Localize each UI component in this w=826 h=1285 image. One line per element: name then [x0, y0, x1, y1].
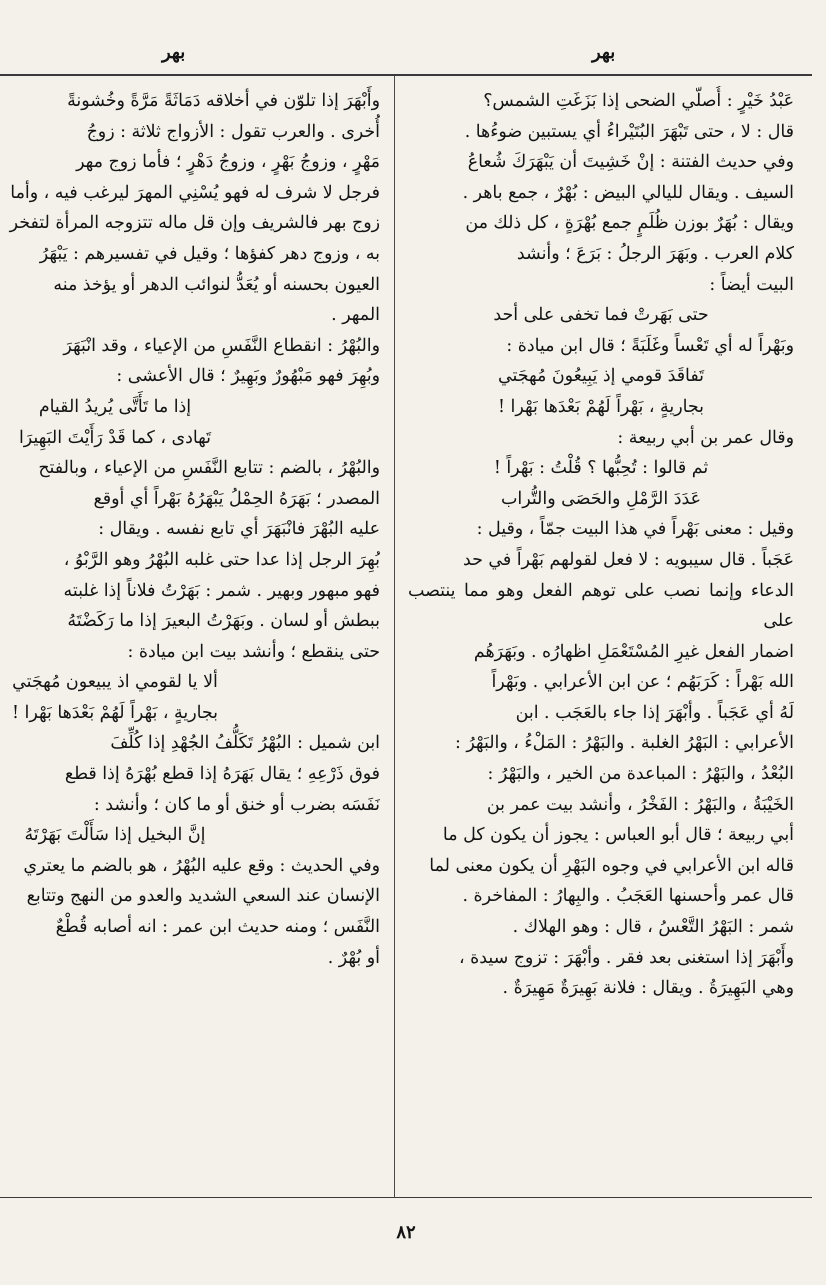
text-line: أُخرى . والعرب تقول : الأزواج ثلاثة : زوجُ	[86, 121, 380, 142]
right-text-column	[408, 86, 794, 1186]
text-line: قال : لا ، حتى تَبْهَرَ البُتَيْراءُ أي يستبين ضوءُها .	[464, 121, 794, 142]
text-line: وأَبْهَرَ إذا استغنى بعد فقر . وأبْهَرَ : تزوج سيدة ،	[458, 947, 794, 968]
verse-line: بجاريةٍ ، بَهْراً لَهُمْ بَعْدَها بَهْرا !	[12, 702, 218, 723]
verse-line: ثم قالوا : تُحِبُّها ؟ قُلْتُ : بَهْراً !	[493, 458, 709, 479]
text-line: البُعْدُ ، والبَهْرُ : المباعدة من الخير ، والبَهْرُ :	[487, 764, 794, 785]
text-line: والبُهْرُ ، بالضم : تتابع النَّفَسِ من الإعياء ، وبالفتح	[38, 458, 380, 479]
text-line: عليه البُهْرَ فانْبَهَرَ أي تابع نفسه . ويقال :	[98, 519, 380, 540]
text-line: الدعاء وإنما نصب على توهم الفعل وهو مما ينتصب على	[408, 580, 794, 632]
running-header-right: بهر	[592, 42, 616, 63]
verse-line: ألا يا لقومي اذ يبيعون مُهجَتي	[12, 672, 218, 693]
verse-line: تَفاقَدَ قومي إذ يَبِيعُونَ مُهجَتي	[498, 366, 704, 387]
text-line: بُهِرَ الرجل إذا عدا حتى غلبه البُهْرُ وهو الرَّبْوُ ،	[63, 549, 380, 570]
text-line: به ، وزوج دهر كفؤها ؛ وقيل في تفسيرهم : يَبْهَرُ	[39, 243, 380, 264]
text-line: البيت أيضاً :	[709, 274, 794, 295]
text-line: عَجَباً . قال سيبويه : لا فعل لقولهم بَهْراً في حد	[462, 549, 794, 570]
text-line: الخَيْبَةُ ، والبَهْرُ : الفَخْرُ ، وأنشد بيت عمر بن	[486, 794, 794, 815]
text-line: وقال عمر بن أبي ربيعة :	[617, 427, 794, 448]
text-line: أو بُهْرٌ .	[327, 947, 380, 968]
text-line: مَهْرٍ ، وزوجُ بَهْرٍ ، وزوجُ دَهْرٍ ؛ فأما زوج مهر	[76, 152, 380, 173]
text-line: حتى ينقطع ؛ وأنشد بيت ابن ميادة :	[127, 641, 380, 662]
text-line: الله بَهْراً : كَرَبَهُم ؛ عن ابن الأعرابي . وبَهْراً	[491, 672, 794, 693]
column-divider	[394, 76, 395, 1197]
text-line: قاله ابن الأعرابي في وجوه البَهْرِ أن يكون معنى لما	[429, 855, 794, 876]
text-line: ويقال : بُهَرٌ بوزن ظُلَمٍ جمع بُهْرَةٍ ، كل ذلك من	[465, 213, 794, 234]
page-number: ٨٢	[396, 1222, 416, 1243]
text-line: قال عمر وأحسنها العَجَبُ . والبِهارُ : المفاخرة .	[462, 886, 794, 907]
text-line: العيون بحسنه أو يُعَدُّ لنوائب الدهر أو يؤخذ منه	[53, 274, 380, 295]
text-line: لَهُ أي عَجَباً . وأبْهَرَ إذا جاء بالعَجَب . ابن	[515, 702, 794, 723]
text-line: وبَهْراً له أي تَعْساً وغَلَبَةً ؛ قال ابن ميادة :	[506, 335, 794, 356]
verse-line: تَهادى ، كما قَدْ رَأَيْتَ البَهِيرَا	[18, 427, 212, 448]
text-line: ابن شميل : البُهْرُ تَكَلُّفُ الجُهْدِ إذا كُلِّفَ	[110, 733, 380, 754]
text-line: فوق ذَرْعِهِ ؛ يقال بَهَرَهُ إذا قطع بُهْرَهُ إذا قطع	[64, 764, 380, 785]
running-header-left: بهر	[162, 42, 186, 63]
text-line: فرجل لا شرف له فهو يُسْنِي المهرَ ليرغب فيه ، وأما	[10, 182, 380, 203]
text-line: عَبْدُ خَيْرٍ : أُصلّي الضحى إذا بَزَغَتِ الشمس؟	[483, 91, 794, 111]
text-line: كلام العرب . وبَهَرَ الرجلُ : بَرَعَ ؛ وأنشد	[516, 243, 794, 264]
left-text-column	[0, 86, 380, 1186]
text-line: أبي ربيعة ؛ قال أبو العباس : يجوز أن يكون كل ما	[442, 825, 794, 846]
text-line: نَفَسَه بضرب أو خنق أو ما كان ؛ وأنشد :	[93, 794, 380, 815]
text-line: وبُهِرَ فهو مَبْهُورٌ وبَهِيرٌ ؛ قال الأعشى :	[116, 366, 380, 387]
text-line: ببطش أو لسان . وبَهَرْتُ البعيرَ إذا ما رَكَضْتَهُ	[67, 611, 380, 632]
verse-line: حتى بَهَرتْ فما تخفى على أحد	[493, 305, 709, 326]
text-line: والبُهْرُ : انقطاع النَّفَسِ من الإعياء ، وقد انْبَهَرَ	[63, 335, 380, 356]
text-line: وفي حديث الفتنة : إنْ خَشِيتَ أن يَبْهَرَكَ شُعاعُ	[467, 152, 794, 173]
text-line: وقيل : معنى بَهْراً في هذا البيت جمّاً ، وقيل :	[476, 519, 794, 540]
text-line: الأعرابي : البَهْرُ الغلبة . والبَهْرُ : المَلْءُ ، والبَهْرُ :	[454, 733, 794, 754]
text-line: شمر : البَهْرُ التَّعْسُ ، قال : وهو الهلاك .	[512, 917, 794, 938]
text-line: زوج بهر فالشريف وإن قل ماله تتزوجه المرأة لتفخر	[9, 213, 380, 234]
text-line: فهو مبهور وبهير . شمر : بَهَرْتُ فلاناً إذا غلبته	[63, 580, 380, 601]
text-line: النَّفَس ؛ ومنه حديث ابن عمر : انه أصابه قُطْعٌ	[55, 917, 380, 938]
verse-line: بجاريةٍ ، بَهْراً لَهُمْ بَعْدَها بَهْرا !	[498, 396, 704, 417]
text-line: المصدر ؛ بَهَرَهُ الحِمْلُ يَبْهَرُهُ بَهْراً أي أوقع	[93, 488, 380, 509]
text-line: وفي الحديث : وقع عليه البُهْرُ ، هو بالضم ما يعتري	[23, 855, 380, 876]
verse-line: إنَّ البخيل إذا سَأَلْتَ بَهَرْتَهُ	[24, 825, 206, 846]
footer-rule	[0, 1197, 812, 1198]
verse-line: عَدَدَ الرَّمْلِ والحَصَى والتُّراب	[501, 488, 701, 509]
text-line: السيف . ويقال لليالي البيض : بُهْرٌ ، جمع باهر .	[462, 182, 794, 203]
text-line: وهي البَهِيرَةُ . ويقال : فلانة بَهِيرَةٌ مَهِيرَةٌ .	[502, 978, 794, 999]
text-line: وأَبْهَرَ إذا تلوّن في أخلاقه دَمَاثَةً مَرَّةً وخُشونةً	[67, 91, 380, 111]
header-rule	[0, 74, 812, 76]
text-line: المهر .	[331, 305, 380, 326]
text-line: الإنسان عند السعي الشديد والعدو من النهج وتتابع	[26, 886, 380, 907]
text-line: اضمار الفعل غيرِ المُسْتَعْمَلِ اظهارُه . وبَهَرَهُم	[473, 641, 794, 662]
verse-line: إذا ما تَأَتَّى يُريدُ القيام	[38, 396, 192, 417]
